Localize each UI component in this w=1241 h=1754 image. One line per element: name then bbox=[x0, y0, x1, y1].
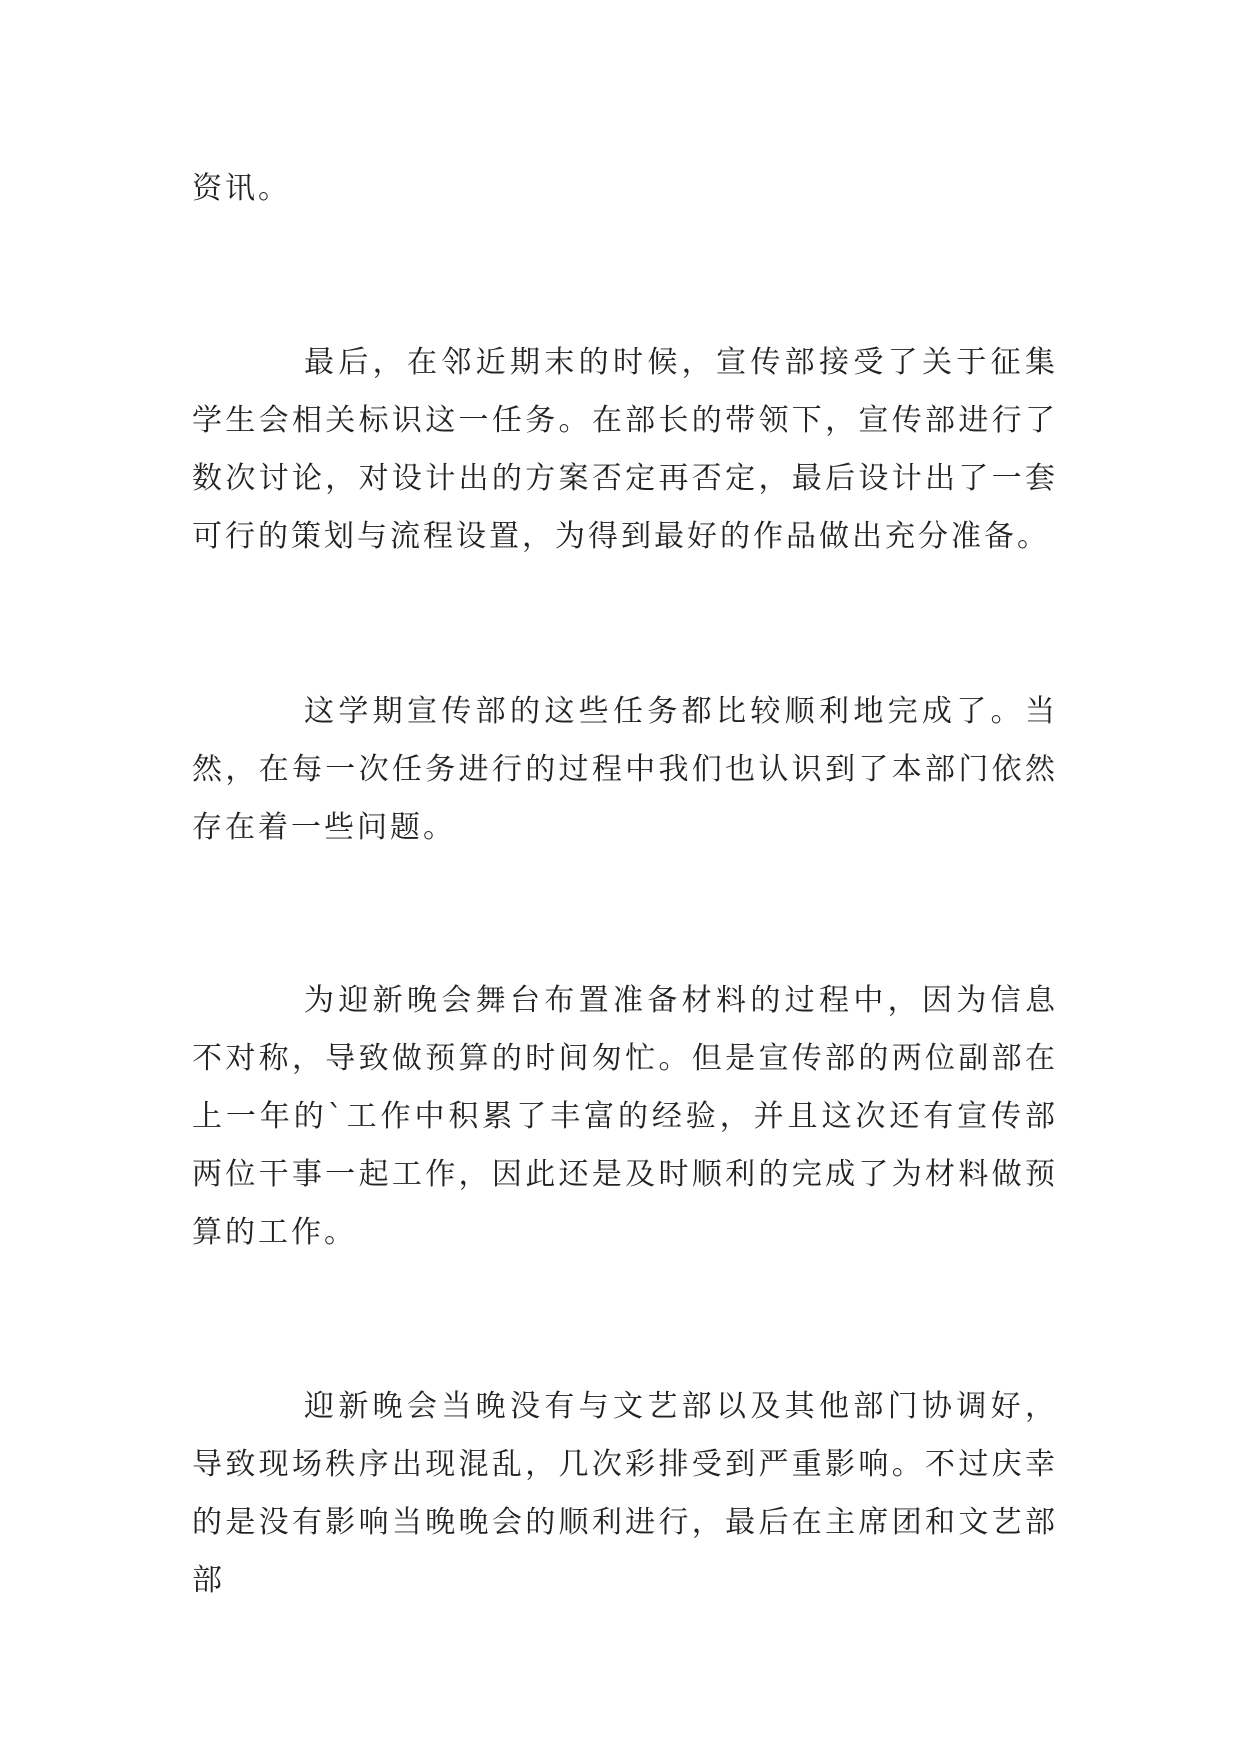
paragraph-logo-task: 最后，在邻近期末的时候，宣传部接受了关于征集学生会相关标识这一任务。在部长的带领下，宣传部进行了数次讨论，对设计出的方案否定再否定，最后设计出了一套可行的策划与流程设置，为得到最好的作品做出充分准备。 bbox=[192, 345, 1058, 554]
paragraph-budget-issue: 为迎新晚会舞台布置准备材料的过程中，因为信息不对称，导致做预算的时间匆忙。但是宣传部的两位副部在上一年的`工作中积累了丰富的经验，并且这次还有宣传部两位干事一起工作，因此还是及时顺利的完成了为材料做预算的工作。 bbox=[192, 983, 1058, 1250]
paragraph-summary: 这学期宣传部的这些任务都比较顺利地完成了。当然，在每一次任务进行的过程中我们也认识到了本部门依然存在着一些问题。 bbox=[192, 694, 1058, 845]
paragraph-continuation: 资讯。 bbox=[192, 171, 291, 206]
paragraph-coordination-issue: 迎新晚会当晚没有与文艺部以及其他部门协调好，导致现场秩序出现混乱，几次彩排受到严重影响。不过庆幸的是没有影响当晚晚会的顺利进行，最后在主席团和文艺部部 bbox=[192, 1389, 1058, 1598]
